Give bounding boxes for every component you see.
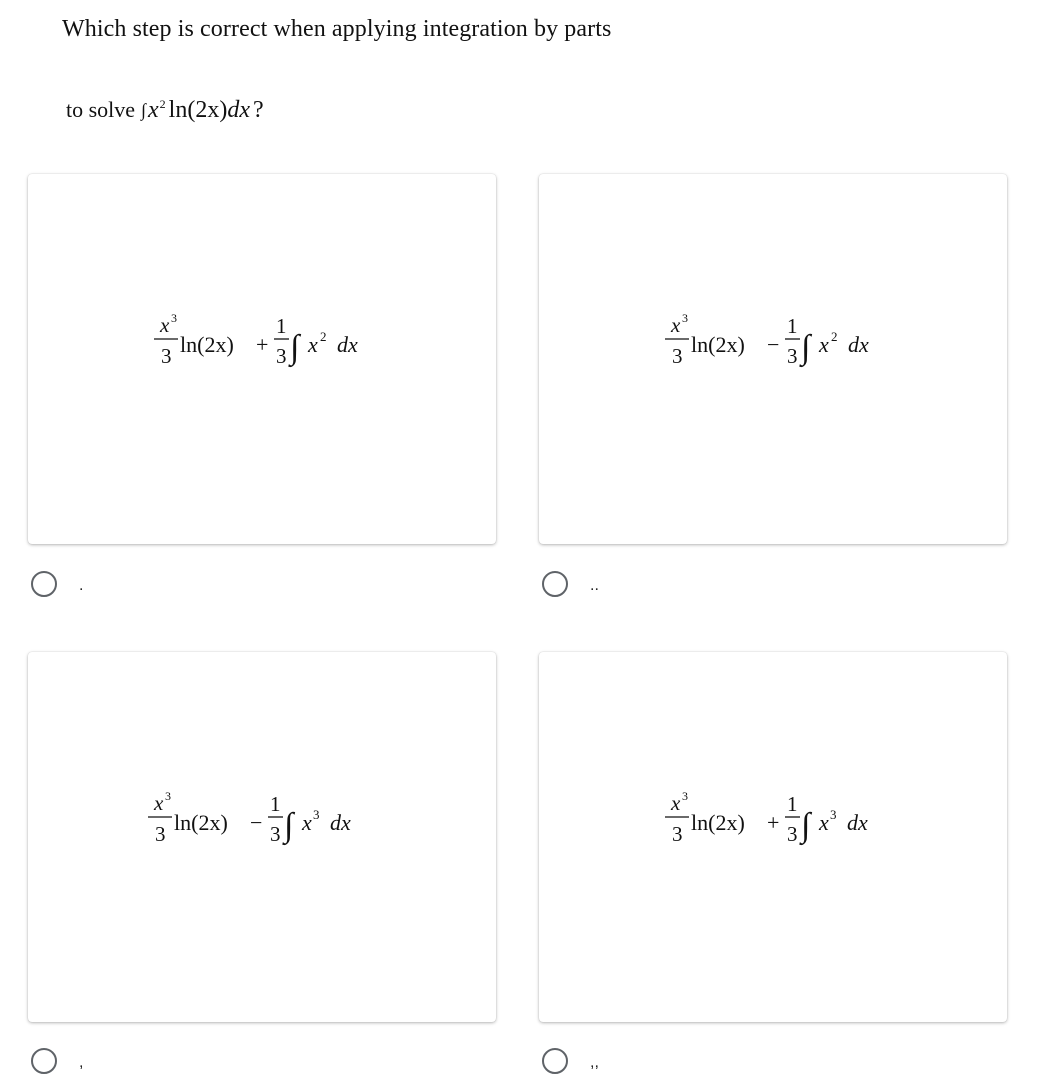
integrand-variable: x — [819, 332, 829, 357]
log-term: ln(2x) — [180, 332, 234, 357]
integrand-variable: x — [819, 810, 829, 835]
formula-b — [539, 174, 1007, 544]
coefficient-denominator: 3 — [270, 822, 281, 846]
integrand-power: 3 — [313, 807, 320, 822]
integrand-power: 3 — [830, 807, 837, 822]
option-a-radio-row[interactable] — [31, 571, 83, 597]
formula-a — [28, 174, 496, 544]
option-card-d[interactable] — [539, 652, 1007, 1022]
operator: + — [767, 810, 780, 835]
option-b-label: .. — [590, 577, 599, 594]
log-term: ln(2x) — [691, 332, 745, 357]
radio-button-b[interactable] — [542, 571, 568, 597]
coefficient-numerator: 1 — [270, 792, 281, 816]
fraction-numerator-power: 3 — [682, 789, 688, 803]
coefficient-denominator: 3 — [787, 822, 798, 846]
integrand-variable: x — [302, 810, 312, 835]
coefficient-numerator: 1 — [787, 314, 798, 338]
fraction-numerator-power: 3 — [165, 789, 171, 803]
radio-button-a[interactable] — [31, 571, 57, 597]
integral-sign: ∫ — [284, 807, 294, 844]
option-d-label: ,, — [590, 1054, 599, 1071]
fraction-numerator: x — [671, 791, 681, 815]
integrand-function: ln(2x) — [168, 97, 228, 123]
differential: dx — [330, 810, 351, 835]
fraction-numerator: x — [160, 313, 170, 337]
question-text: Which step is correct when applying integration by parts — [62, 16, 612, 42]
integrand-variable: x — [148, 97, 159, 123]
differential: dx — [337, 332, 358, 357]
option-card-a[interactable] — [28, 174, 496, 544]
differential: dx — [848, 332, 869, 357]
integral-sign: ∫ — [141, 100, 146, 120]
formula-d — [539, 652, 1007, 1022]
differential: dx — [227, 97, 250, 123]
coefficient-denominator: 3 — [787, 344, 798, 368]
coefficient-numerator: 1 — [787, 792, 798, 816]
differential: dx — [847, 810, 868, 835]
coefficient-numerator: 1 — [276, 314, 287, 338]
fraction-denominator: 3 — [672, 344, 683, 368]
operator: − — [767, 332, 780, 357]
fraction-numerator-power: 3 — [682, 311, 688, 325]
integrand-power: 2 — [159, 97, 166, 111]
log-term: ln(2x) — [691, 810, 745, 835]
option-a-label: . — [79, 577, 84, 594]
option-b-radio-row[interactable] — [542, 571, 599, 597]
fraction-numerator-power: 3 — [171, 311, 177, 325]
operator: + — [256, 332, 269, 357]
option-d-radio-row[interactable] — [542, 1048, 599, 1074]
integral-sign: ∫ — [290, 329, 300, 366]
radio-button-c[interactable] — [31, 1048, 57, 1074]
question-prefix: to solve — [66, 97, 136, 122]
integrand-power: 2 — [320, 329, 327, 344]
integral-sign: ∫ — [801, 329, 811, 366]
question-expression-line — [66, 97, 264, 124]
question-mark: ? — [252, 97, 264, 123]
integral-sign: ∫ — [801, 807, 811, 844]
option-card-c[interactable] — [28, 652, 496, 1022]
option-card-b[interactable] — [539, 174, 1007, 544]
radio-button-d[interactable] — [542, 1048, 568, 1074]
coefficient-denominator: 3 — [276, 344, 287, 368]
option-c-label: , — [79, 1054, 84, 1071]
option-c-radio-row[interactable] — [31, 1048, 83, 1074]
integrand-variable: x — [308, 332, 318, 357]
operator: − — [250, 810, 263, 835]
question-integral-expression — [141, 97, 264, 124]
fraction-numerator: x — [154, 791, 164, 815]
formula-c — [28, 652, 496, 1022]
fraction-denominator: 3 — [155, 822, 166, 846]
fraction-numerator: x — [671, 313, 681, 337]
log-term: ln(2x) — [174, 810, 228, 835]
fraction-denominator: 3 — [672, 822, 683, 846]
integrand-power: 2 — [831, 329, 838, 344]
fraction-denominator: 3 — [161, 344, 172, 368]
